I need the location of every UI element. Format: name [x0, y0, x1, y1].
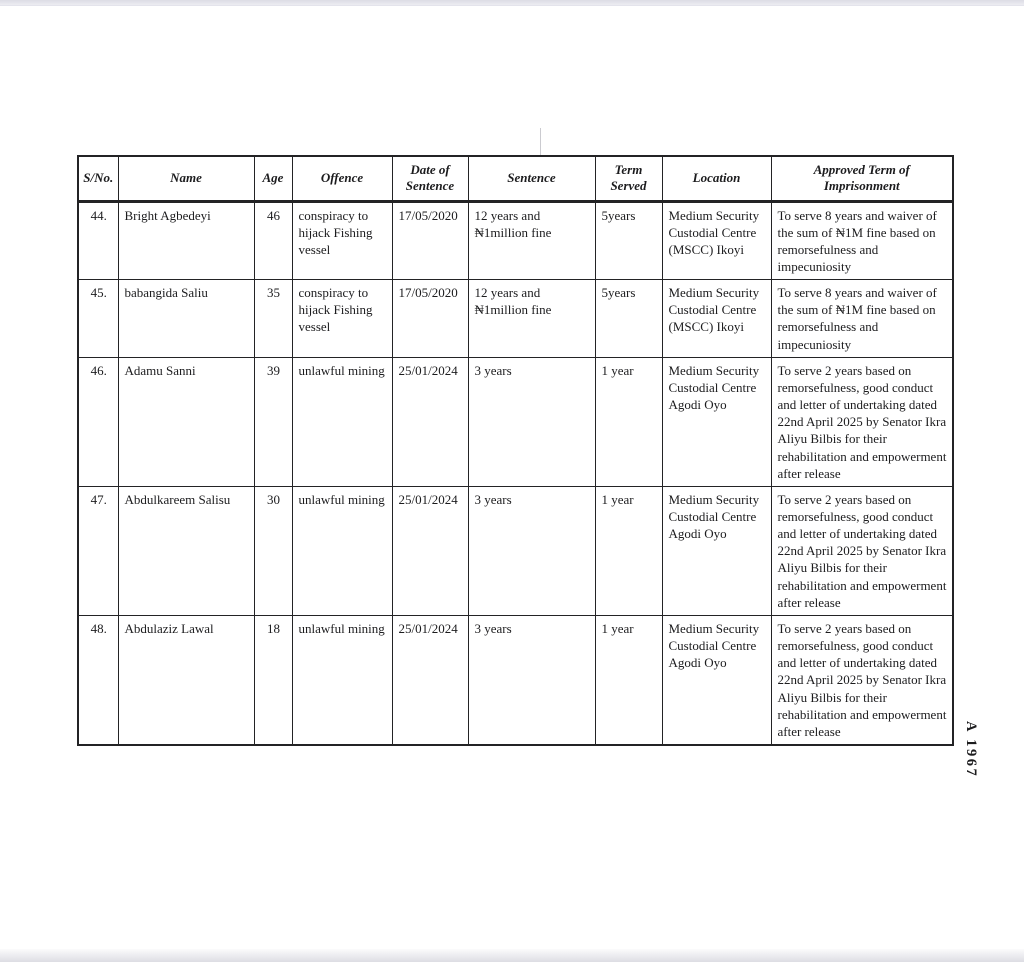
table-row: [78, 486, 953, 615]
cell-age: 18: [254, 615, 292, 745]
cell-age: 35: [254, 280, 292, 358]
header-offence: Offence: [292, 156, 392, 201]
cell-age: 39: [254, 357, 292, 486]
cell-offence: conspiracy to hijack Fishing vessel: [292, 280, 392, 358]
cell-date-of-sentence: 25/01/2024: [392, 357, 468, 486]
cell-name: Abdulaziz Lawal: [118, 615, 254, 745]
header-serial-number: S/No.: [78, 156, 118, 201]
header-date-of-sentence: Date of Sentence: [392, 156, 468, 201]
page-side-label: A 1967: [963, 721, 979, 779]
cell-approved-term: To serve 2 years based on remorsefulness, good conduct and letter of undertaking dated 22nd April 2025 by Senator Ikra Aliyu Bilbis for their rehabilitation and empowerment after release: [771, 486, 953, 615]
header-term-served: Term Served: [595, 156, 662, 201]
cell-offence: unlawful mining: [292, 615, 392, 745]
cell-age: 46: [254, 201, 292, 280]
cell-age: 30: [254, 486, 292, 615]
cell-date-of-sentence: 17/05/2020: [392, 201, 468, 280]
scan-artifact-line: [540, 128, 541, 156]
cell-location: Medium Security Custodial Centre Agodi Oyo: [662, 486, 771, 615]
scan-edge-top: [0, 0, 1024, 6]
cell-term-served: 5years: [595, 201, 662, 280]
table-row: [78, 201, 953, 280]
cell-offence: unlawful mining: [292, 486, 392, 615]
cell-approved-term: To serve 2 years based on remorsefulness, good conduct and letter of undertaking dated 22nd April 2025 by Senator Ikra Aliyu Bilbis for their rehabilitation and empowerment after release: [771, 615, 953, 745]
header-approved-term: Approved Term of Imprisonment: [771, 156, 953, 201]
cell-sentence: 12 years and ₦1million fine: [468, 201, 595, 280]
cell-serial-number: 47.: [78, 486, 118, 615]
cell-name: Adamu Sanni: [118, 357, 254, 486]
cell-serial-number: 46.: [78, 357, 118, 486]
cell-location: Medium Security Custodial Centre Agodi Oyo: [662, 615, 771, 745]
cell-term-served: 1 year: [595, 615, 662, 745]
sentencing-table: [77, 155, 954, 746]
scan-edge-bottom: [0, 949, 1024, 962]
header-name: Name: [118, 156, 254, 201]
table-row: [78, 357, 953, 486]
cell-term-served: 5years: [595, 280, 662, 358]
cell-date-of-sentence: 17/05/2020: [392, 280, 468, 358]
cell-sentence: 3 years: [468, 357, 595, 486]
cell-serial-number: 44.: [78, 201, 118, 280]
document-page: [77, 155, 954, 746]
cell-approved-term: To serve 2 years based on remorsefulness, good conduct and letter of undertaking dated 22nd April 2025 by Senator Ikra Aliyu Bilbis for their rehabilitation and empowerment after release: [771, 357, 953, 486]
table-row: [78, 280, 953, 358]
header-location: Location: [662, 156, 771, 201]
header-age: Age: [254, 156, 292, 201]
cell-offence: unlawful mining: [292, 357, 392, 486]
cell-location: Medium Security Custodial Centre (MSCC) Ikoyi: [662, 280, 771, 358]
cell-name: Abdulkareem Salisu: [118, 486, 254, 615]
cell-date-of-sentence: 25/01/2024: [392, 615, 468, 745]
cell-name: Bright Agbedeyi: [118, 201, 254, 280]
cell-term-served: 1 year: [595, 486, 662, 615]
cell-location: Medium Security Custodial Centre (MSCC) Ikoyi: [662, 201, 771, 280]
table-row: [78, 615, 953, 745]
cell-serial-number: 45.: [78, 280, 118, 358]
cell-offence: conspiracy to hijack Fishing vessel: [292, 201, 392, 280]
cell-approved-term: To serve 8 years and waiver of the sum of ₦1M fine based on remorsefulness and impecuniosity: [771, 280, 953, 358]
cell-sentence: 3 years: [468, 486, 595, 615]
cell-sentence: 3 years: [468, 615, 595, 745]
header-sentence: Sentence: [468, 156, 595, 201]
cell-approved-term: To serve 8 years and waiver of the sum of ₦1M fine based on remorsefulness and impecuniosity: [771, 201, 953, 280]
cell-term-served: 1 year: [595, 357, 662, 486]
cell-name: babangida Saliu: [118, 280, 254, 358]
table-header-row: [78, 156, 953, 201]
cell-date-of-sentence: 25/01/2024: [392, 486, 468, 615]
cell-sentence: 12 years and ₦1million fine: [468, 280, 595, 358]
cell-location: Medium Security Custodial Centre Agodi Oyo: [662, 357, 771, 486]
cell-serial-number: 48.: [78, 615, 118, 745]
